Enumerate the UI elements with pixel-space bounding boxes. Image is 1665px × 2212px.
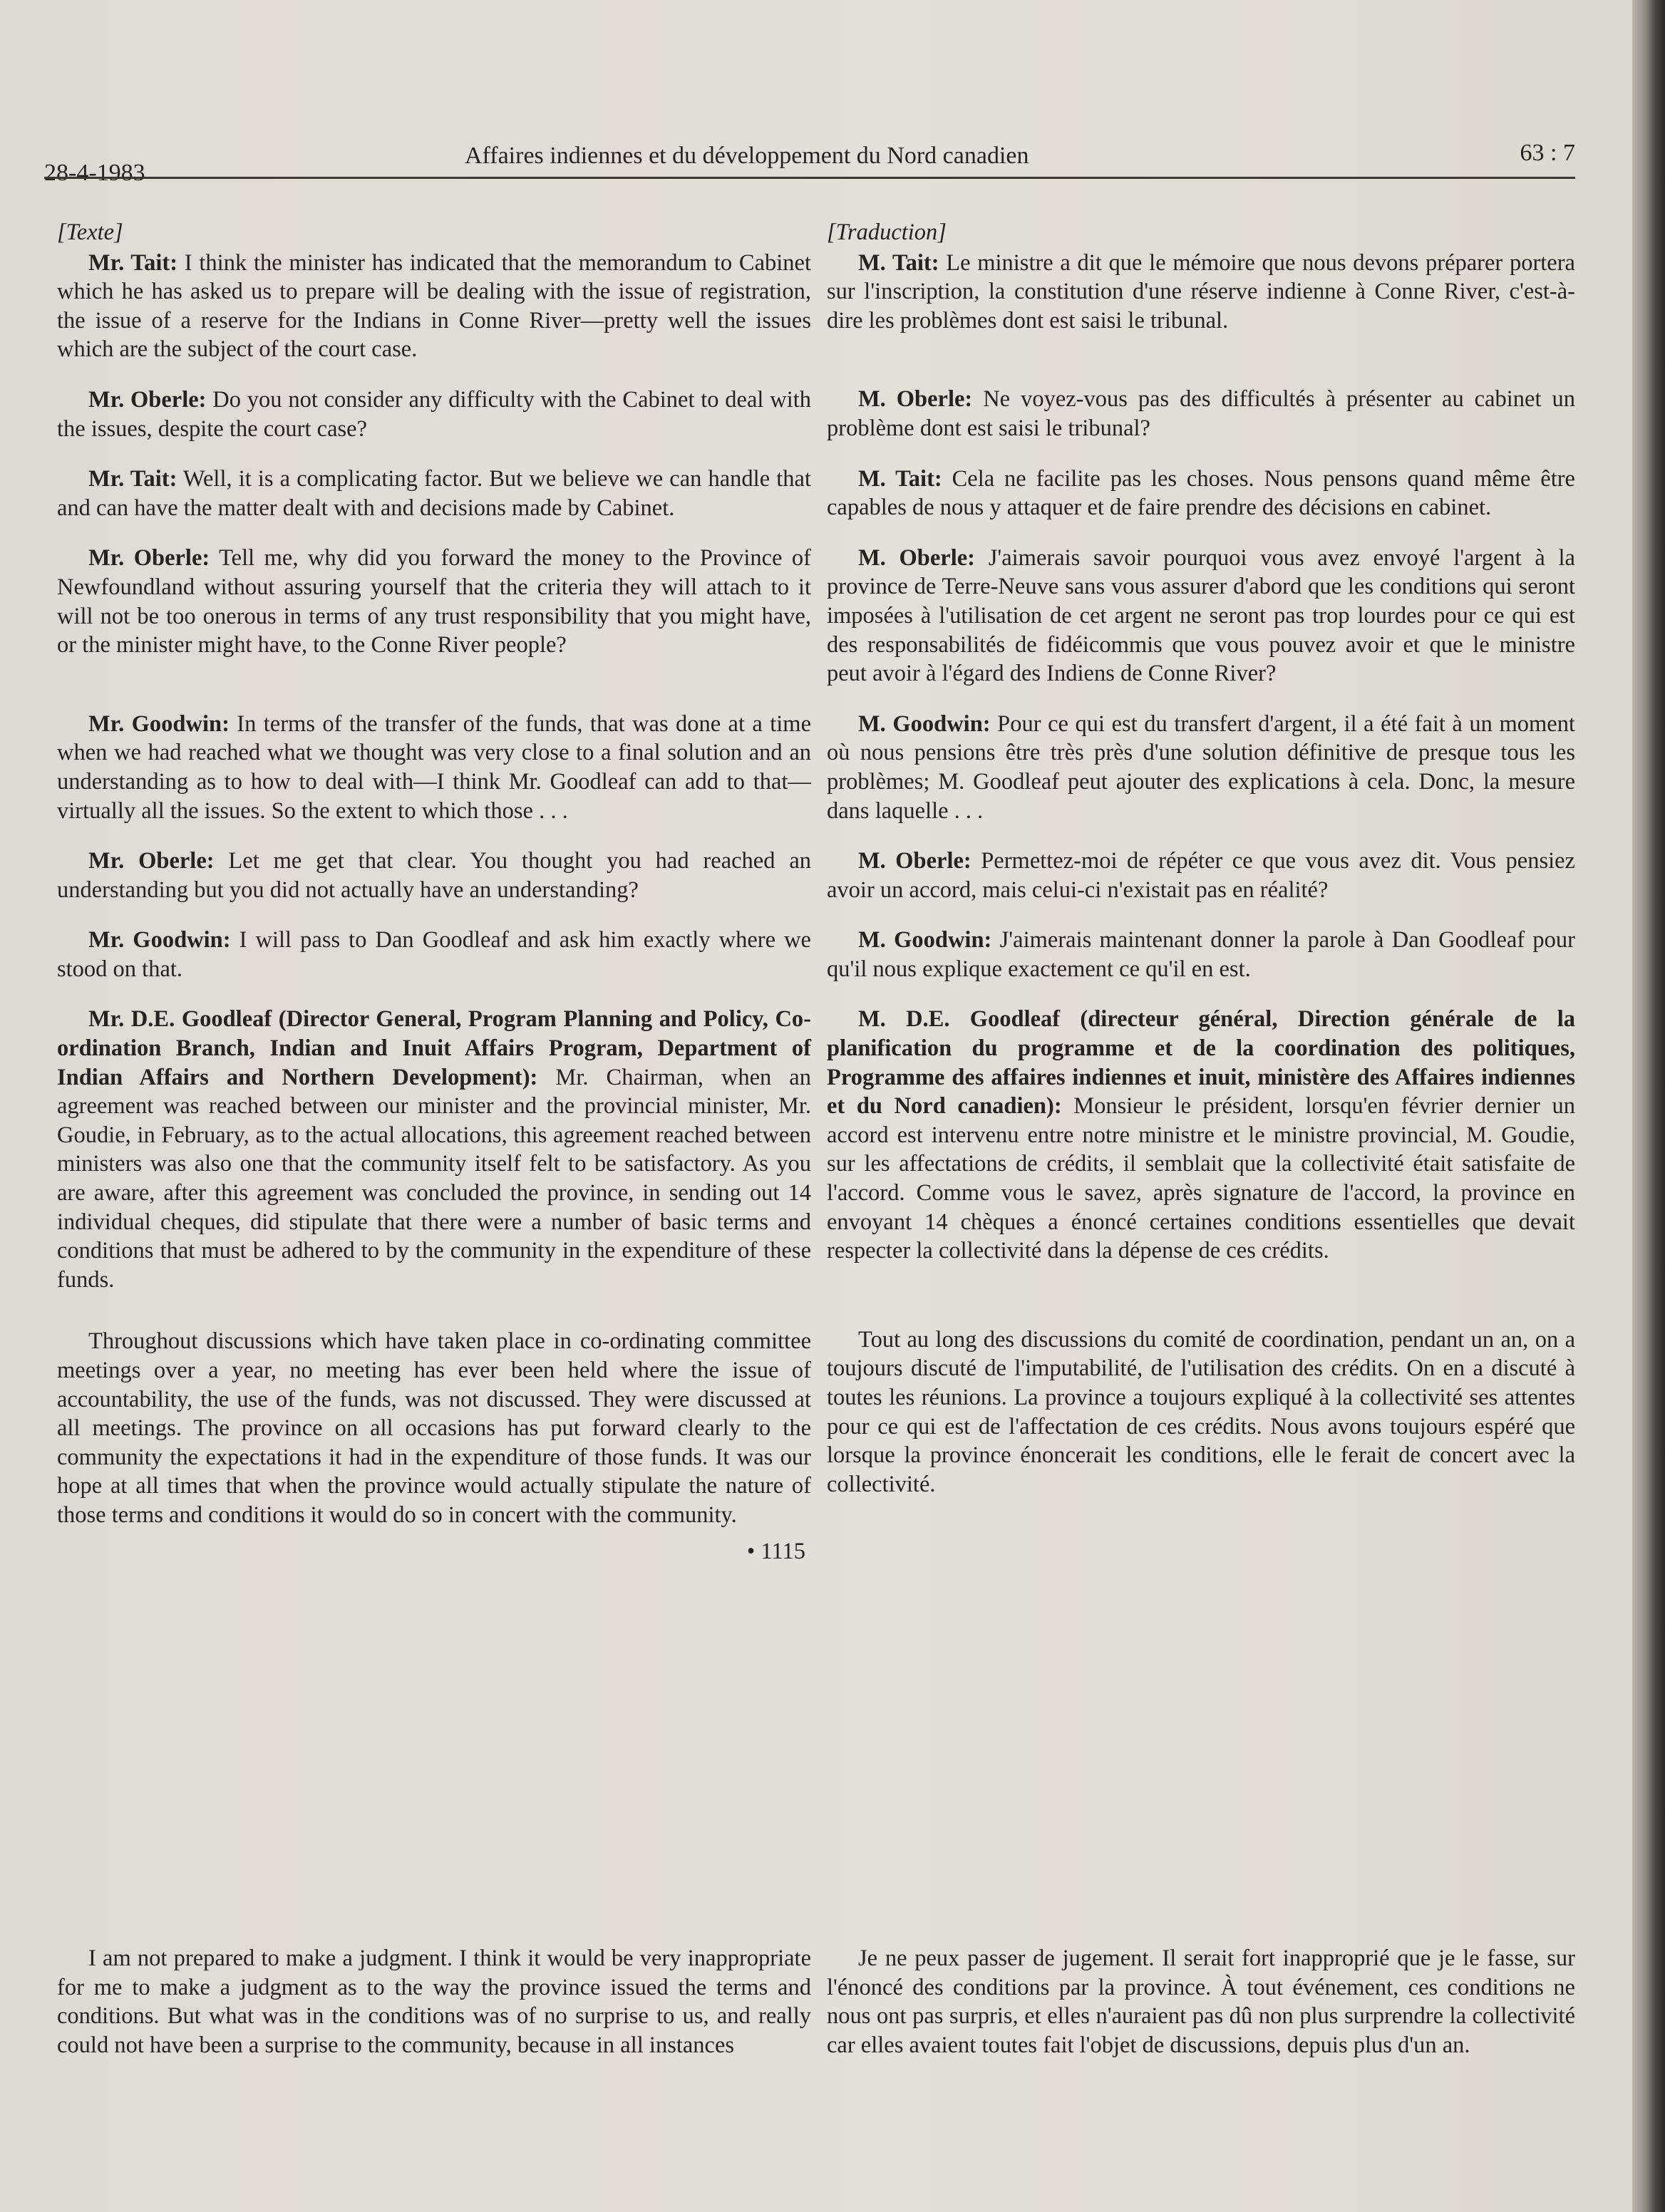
paragraph-text: Throughout discussions which have taken place in co-ordinating committee meetings over a year, no meeting has ever been held where the issue of accountability, the use of the funds, was not discussed. They were discussed at all meetings. The province on all occasions has put forward clearly to the community the expectations it had in the expenditure of those funds. It was our hope at all times that when the province would actually stipulate the nature of those terms and conditions it would do so in concert with the community. xyxy=(57,1328,811,1528)
speaker-name: Mr. Oberle: xyxy=(88,386,207,413)
header-page-number: 63 : 7 xyxy=(1520,140,1575,166)
paragraph-text: Pour ce qui est du transfert d'argent, il a été fait à un moment où nous pensions être très près d'une solution définitive de presque tous les problèmes; M. Goodleaf peut ajouter des explications à cela. Donc, la mesure dans laquelle . . . xyxy=(827,710,1575,824)
paragraph xyxy=(827,926,1575,983)
paragraph xyxy=(827,847,1575,904)
speaker-name: Mr. Oberle: xyxy=(88,545,210,572)
time-marker: • 1115 xyxy=(746,1538,805,1564)
paragraph-text: Cela ne facilite pas les choses. Nous pensons quand même être capables de nous y attaquer et de faire prendre des décisions en cabinet. xyxy=(827,465,1575,521)
running-header xyxy=(44,140,1575,190)
column-label: [Texte] xyxy=(57,219,123,245)
speaker-name: Mr. Oberle: xyxy=(88,848,215,874)
speaker-name: M. D.E. Goodleaf (directeur général, Direction générale de la planification du programme et de la coordination des politiques, Programme des affaires indiennes et inuit, ministère des Affaires indiennes et du Nord canadien): xyxy=(827,1006,1575,1120)
paragraph-text: Tout au long des discussions du comité de coordination, pendant un an, on a toujours discuté de l'imputabilité, de l'utilisation des crédits. On en a discuté à toutes les réunions. La province a toujours expliqué à la collectivité ses attentes pour ce qui est de l'affectation de ces crédits. Nous avons toujours espéré que lorsque la province énoncerait les conditions, elle le ferait de concert avec la collectivité. xyxy=(827,1326,1575,1497)
paragraph xyxy=(827,249,1575,336)
paragraph xyxy=(57,544,811,659)
speaker-name: Mr. Goodwin: xyxy=(88,927,231,953)
paragraph xyxy=(57,1005,811,1294)
paragraph xyxy=(827,385,1575,443)
french-column xyxy=(827,218,1575,1520)
paragraph-text: Le ministre a dit que le mémoire que nous devons préparer portera sur l'inscription, la constitution d'une réserve indienne à Conne River, c'est-à-dire les problèmes dont est saisi le tribunal. xyxy=(827,249,1575,334)
speaker-name: M. Oberle: xyxy=(858,544,975,571)
speaker-name: Mr. Goodwin: xyxy=(88,710,230,737)
paragraph-text: Do you not consider any difficulty with the Cabinet to deal with the issues, despite the court case? xyxy=(57,386,811,442)
header-rule xyxy=(44,177,1575,179)
paragraph xyxy=(827,544,1575,688)
paragraph-text: Let me get that clear. You thought you had reached an understanding but you did not actually have an understanding? xyxy=(57,848,811,903)
paragraph-last: Je ne peux passer de jugement. Il serait fort inapproprié que je le fasse, sur l'énoncé des conditions par la province. À tout événement, ces conditions ne nous ont pas surpris, et elles n'auraient pas dû non plus surprendre la collectivité car elles avaient toutes fait l'objet de discussions, depuis plus d'un an. xyxy=(827,1945,1575,2058)
paragraph xyxy=(827,1325,1575,1499)
paragraph xyxy=(827,710,1575,825)
paragraph-text: Well, it is a complicating factor. But we believe we can handle that and can have the matter dealt with and decisions made by Cabinet. xyxy=(57,466,811,521)
paragraph xyxy=(57,386,811,443)
speaker-name: Mr. D.E. Goodleaf (Director General, Program Planning and Policy, Co-ordination Branch, Indian and Inuit Affairs Program, Department of Indian Affairs and Northern Development): xyxy=(57,1006,811,1090)
paragraph xyxy=(827,1005,1575,1265)
english-column xyxy=(57,218,811,1611)
paragraph-text: J'aimerais savoir pourquoi vous avez envoyé l'argent à la province de Terre-Neuve sans vous assurer d'abord que les conditions qui seront imposées à l'utilisation de cet argent ne seront pas trop lourdes pour ce qui est des responsabilités de fidéicommis que vous pouvez avoir et que le ministre peut avoir à l'égard des Indiens de Conne River? xyxy=(827,544,1575,687)
speaker-name: M. Goodwin: xyxy=(858,927,992,953)
column-label: [Traduction] xyxy=(827,219,947,245)
page-edge xyxy=(1632,0,1665,2212)
paragraph-text: I think the minister has indicated that the memorandum to Cabinet which he has asked us to prepare will be dealing with the issue of registration, the issue of a reserve for the Indians in Conne River—pretty well the issues which are the subject of the court case. xyxy=(57,249,811,363)
paragraph xyxy=(57,1327,811,1529)
paragraph-last: I am not prepared to make a judgment. I think it would be very inappropriate for me to make a judgment as to the way the province issued the terms and conditions. But what was in the conditions was of no surprise to us, and really could not have been a surprise to the community, because in all instances xyxy=(57,1945,811,2058)
paragraph xyxy=(57,926,811,983)
speaker-name: M. Oberle: xyxy=(858,848,971,874)
paragraph-text: Monsieur le président, lorsqu'en février dernier un accord est intervenu entre notre ministre et le ministre provincial, M. Goudie, sur les affectations de crédits, il semblait que la collectivité était satisfaite de l'accord. Comme vous le savez, après signature de l'accord, la province en envoyant 14 chèques a énoncé certaines conditions essentielles que devait respecter la collectivité dans la dépense de ces crédits. xyxy=(827,1093,1575,1264)
paragraph-text: Permettez-moi de répéter ce que vous avez dit. Vous pensiez avoir un accord, mais celui-ci n'existait pas en réalité? xyxy=(827,848,1575,903)
paragraph xyxy=(57,710,811,825)
paragraph xyxy=(827,465,1575,522)
speaker-name: M. Goodwin: xyxy=(858,710,991,737)
speaker-name: M. Tait: xyxy=(858,249,939,276)
paragraph-text: In terms of the transfer of the funds, that was done at a time when we had reached what we thought was very close to a final solution and an understanding as to how to deal with—I think Mr. Goodleaf can add to that—virtually all the issues. So the extent to which those . . . xyxy=(57,710,811,824)
paragraph xyxy=(57,847,811,904)
paragraph xyxy=(57,249,811,364)
paragraph xyxy=(57,465,811,522)
speaker-name: M. Tait: xyxy=(858,465,942,492)
paragraph-text: Mr. Chairman, when an agreement was reached between our minister and the provincial minister, Mr. Goudie, in February, as to the actual allocations, this agreement reached between ministers was also one that the community itself felt to be satisfactory. As you are aware, after this agreement was concluded the province, in sending out 14 individual cheques, did stipulate that there were a number of basic terms and conditions that must be adhered to by the community in the expenditure of these funds. xyxy=(57,1064,811,1293)
paragraph-text: Ne voyez-vous pas des difficultés à présenter au cabinet un problème dont est saisi le tribunal? xyxy=(827,386,1575,441)
speaker-name: M. Oberle: xyxy=(858,386,973,413)
paragraph-text: Tell me, why did you forward the money to the Province of Newfoundland without assuring yourself that the criteria they will attach to it will not be too onerous in terms of any trust responsibility that you might have, or the minister might have, to the Conne River people? xyxy=(57,545,811,658)
paragraph-text: I will pass to Dan Goodleaf and ask him exactly where we stood on that. xyxy=(57,927,811,982)
speaker-name: Mr. Tait: xyxy=(88,249,178,276)
paragraph-text: J'aimerais maintenant donner la parole à Dan Goodleaf pour qu'il nous explique exactement ce qu'il en est. xyxy=(827,927,1575,982)
header-date: 28-4-1983 xyxy=(44,160,145,186)
header-title: Affaires indiennes et du développement du Nord canadien xyxy=(465,143,1029,169)
speaker-name: Mr. Tait: xyxy=(88,466,177,492)
